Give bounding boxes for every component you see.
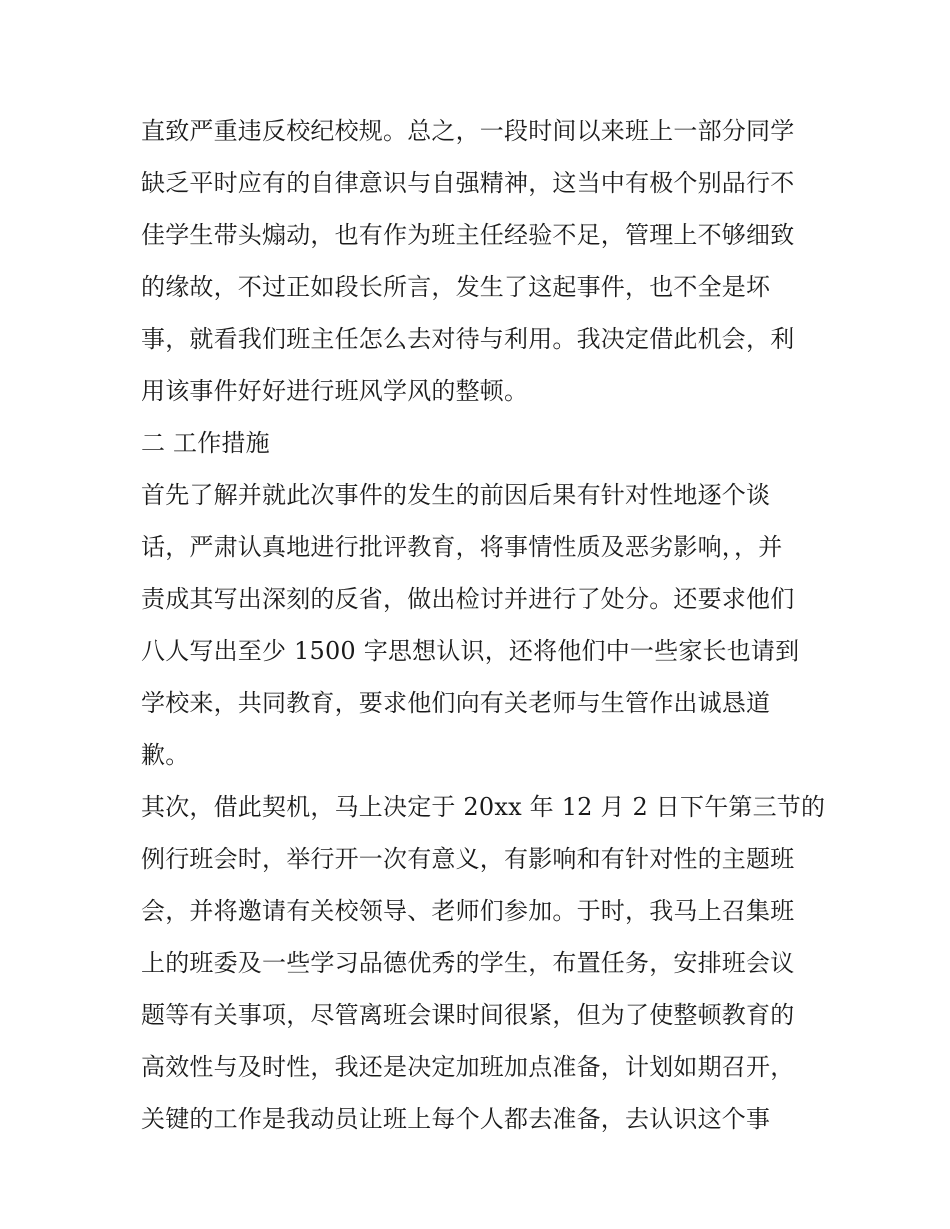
text-line-17: 上的班委及一些学习品德优秀的学生，布置任务，安排班会议 [141, 949, 795, 977]
text-line-19: 高效性与及时性，我还是决定加班加点准备，计划如期召开， [141, 1053, 795, 1081]
text-line-2: 缺乏平时应有的自律意识与自强精神，这当中有极个别品行不 [141, 169, 795, 197]
section-heading: 二 工作措施 [141, 429, 270, 457]
text-line-20: 关键的工作是我动员让班上每个人都去准备，去认识这个事 [141, 1105, 771, 1133]
text-line-4: 的缘故，不过正如段长所言，发生了这起事件，也不全是坏 [141, 273, 771, 301]
text-line-13: 歉。 [141, 741, 190, 769]
document-body [141, 109, 826, 1149]
text-line-14: 其次，借此契机，马上决定于 20xx 年 12 月 2 日下午第三节的 [141, 793, 826, 821]
text-line-11: 八人写出至少 1500 字思想认识，还将他们中一些家长也请到 [141, 637, 800, 665]
text-line-1: 直致严重违反校纪校规。总之，一段时间以来班上一部分同学 [141, 117, 795, 145]
text-line-6: 用该事件好好进行班风学风的整顿。 [141, 377, 529, 405]
text-line-3: 佳学生带头煽动，也有作为班主任经验不足，管理上不够细致 [141, 221, 795, 249]
text-line-18: 题等有关事项，尽管离班会课时间很紧，但为了使整顿教育的 [141, 1001, 795, 1029]
text-line-9: 话，严肃认真地进行批评教育，将事情性质及恶劣影响，，并 [141, 533, 783, 561]
text-line-8: 首先了解并就此次事件的发生的前因后果有针对性地逐个谈 [141, 481, 771, 509]
text-line-5: 事，就看我们班主任怎么去对待与利用。我决定借此机会，利 [141, 325, 795, 353]
text-line-16: 会，并将邀请有关校领导、老师们参加。于时，我马上召集班 [141, 897, 795, 925]
text-line-15: 例行班会时，举行开一次有意义，有影响和有针对性的主题班 [141, 845, 795, 873]
text-line-10: 责成其写出深刻的反省，做出检讨并进行了处分。还要求他们 [141, 585, 795, 613]
text-line-12: 学校来，共同教育，要求他们向有关老师与生管作出诚恳道 [141, 689, 771, 717]
